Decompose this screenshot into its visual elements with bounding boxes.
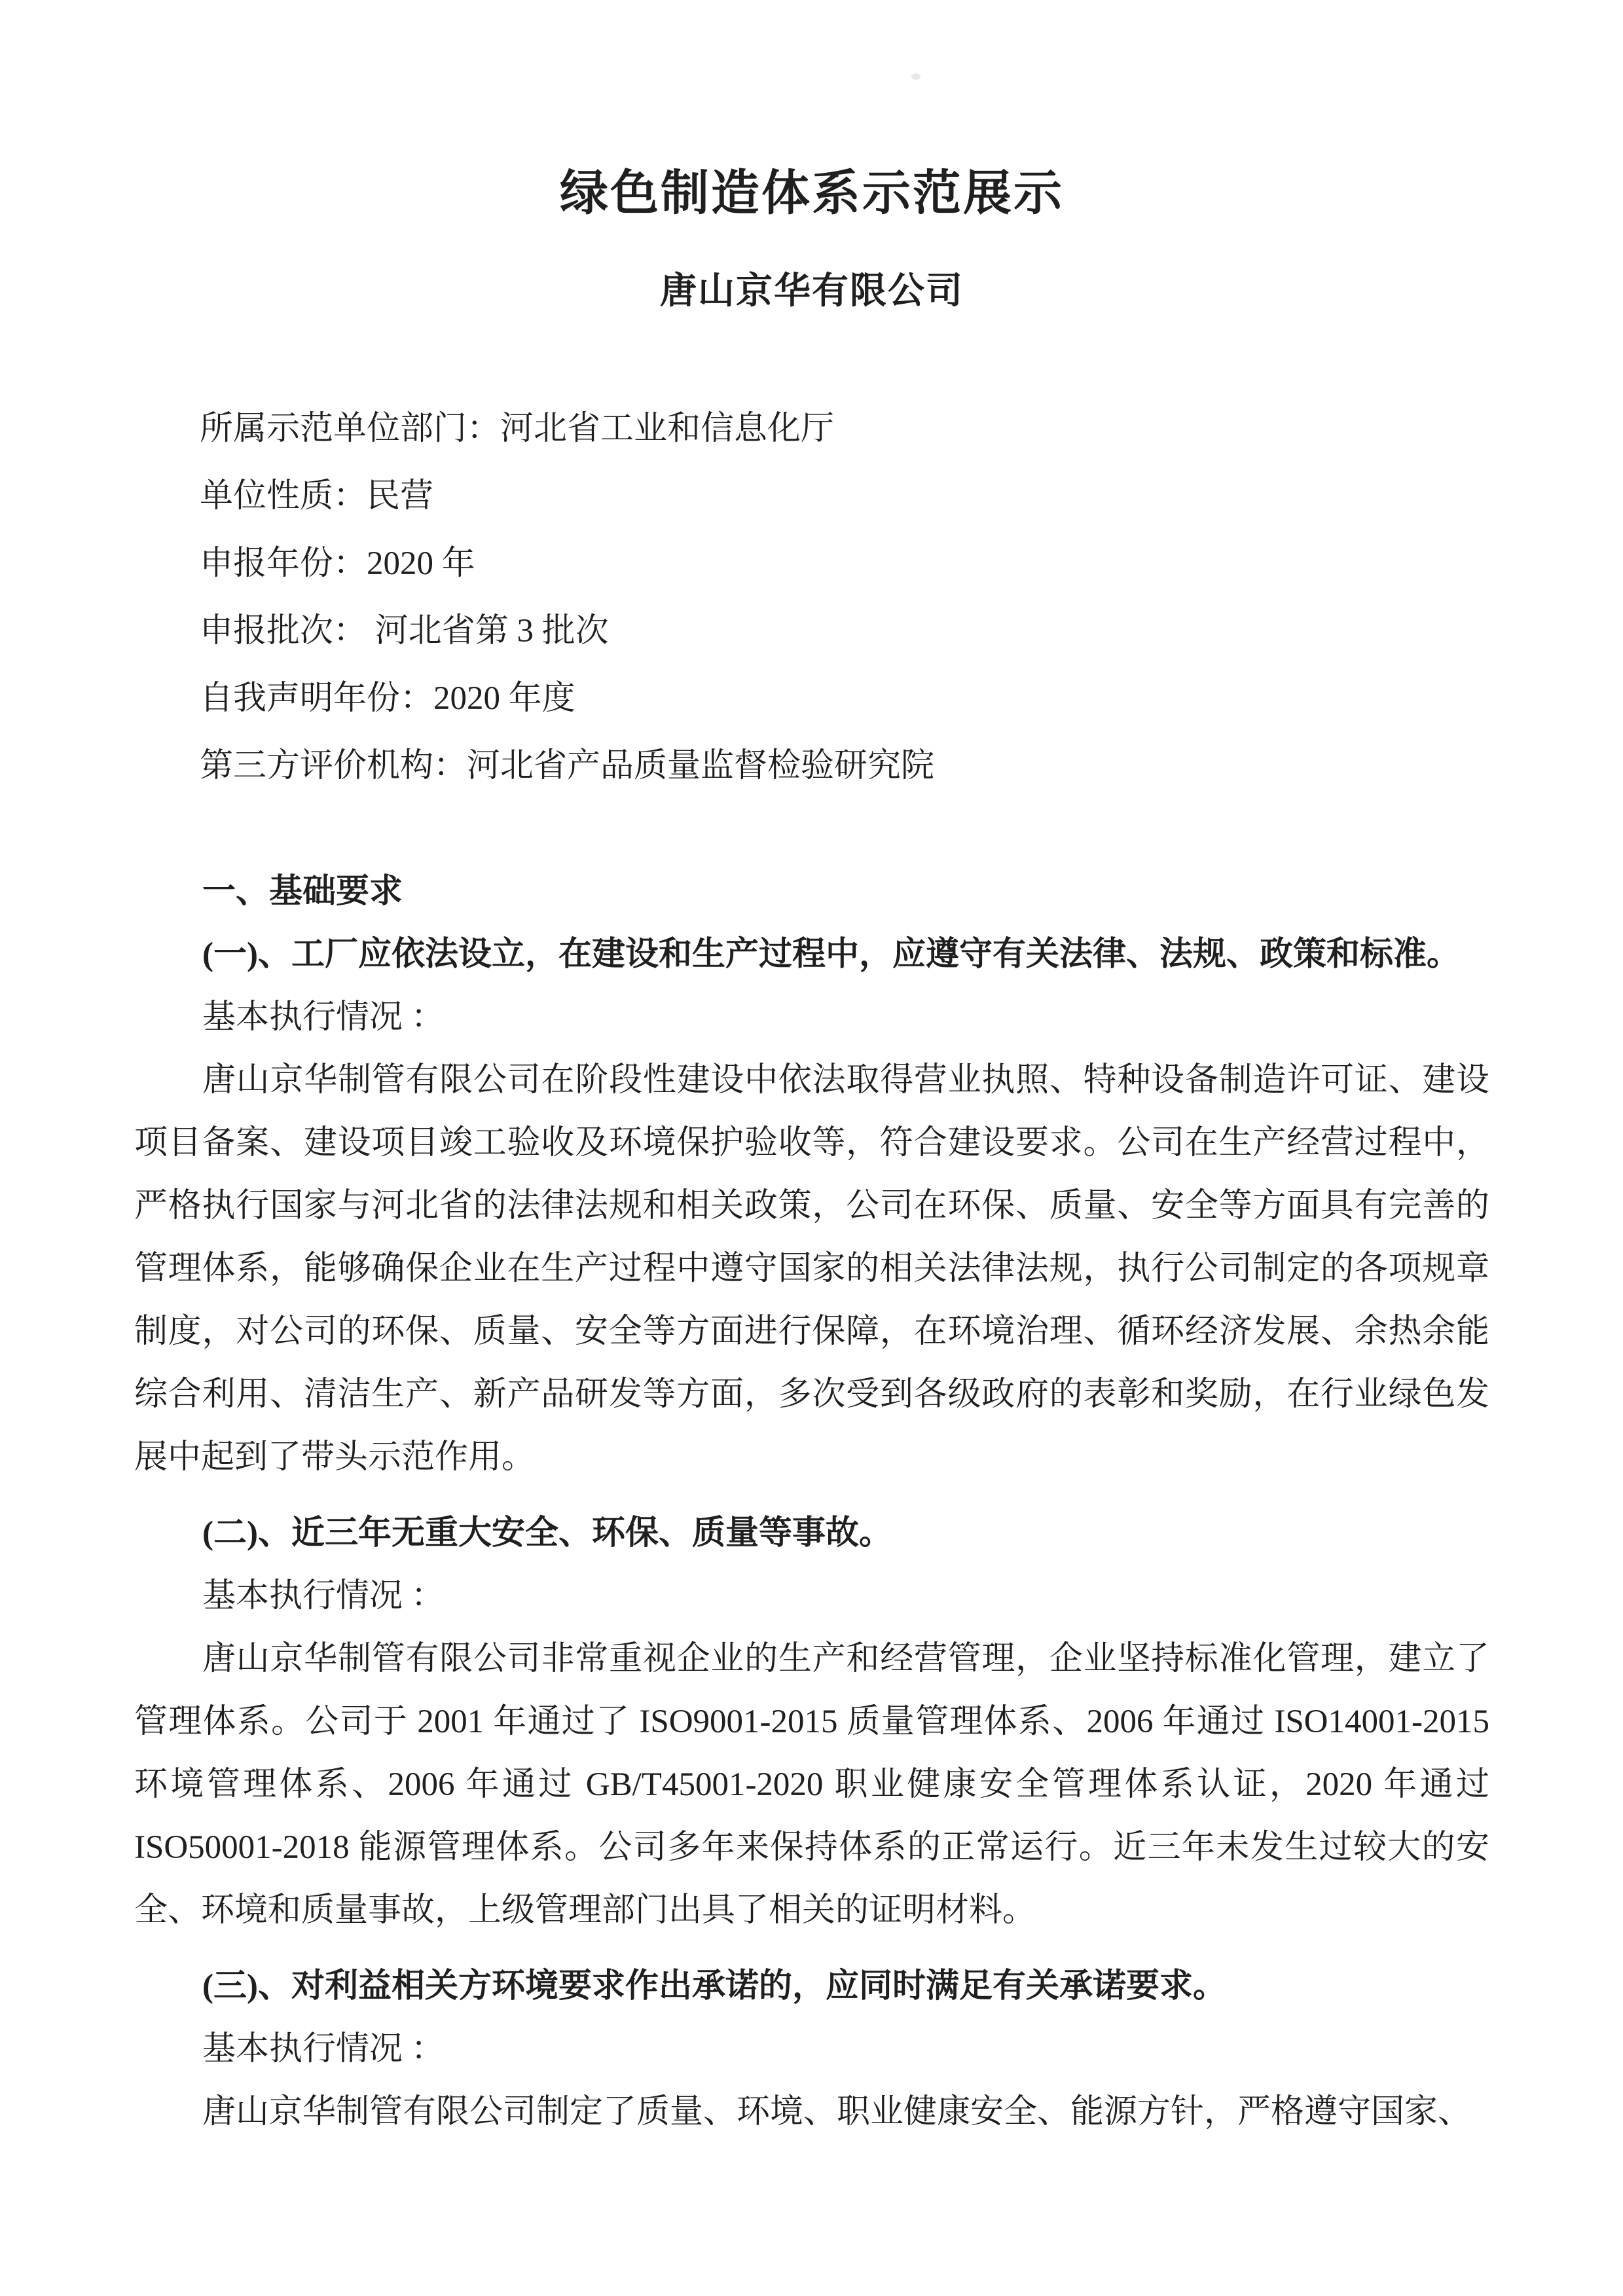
- document-title: 绿色制造体系示范展示: [560, 167, 1064, 221]
- section-heading-basic-requirements: 一、基础要求: [202, 873, 403, 910]
- company-name: 唐山京华有限公司: [660, 271, 964, 312]
- requirement-item-3: [134, 1955, 1489, 2143]
- execution-status-label-3: 基本执行情况 ：: [202, 2031, 445, 2068]
- meta-demonstration-department: 所属示范单位部门：河北省工业和信息化厅: [200, 410, 835, 447]
- requirement-item-1: [134, 923, 1489, 1489]
- requirement-heading-2: (二)、近三年无重大安全、环保、质量等事故。: [202, 1515, 892, 1552]
- meta-application-batch: 申报批次： 河北省第 3 批次: [200, 613, 609, 649]
- document-content: [134, 0, 1489, 2143]
- meta-third-party-evaluator: 第三方评价机构：河北省产品质量监督检验研究院: [200, 748, 935, 784]
- meta-unit-nature: 单位性质：民营: [200, 478, 434, 515]
- requirement-item-2: [134, 1502, 1489, 1942]
- metadata-block: [134, 395, 1489, 800]
- requirement-heading-1: (一)、工厂应依法设立，在建设和生产过程中，应遵守有关法律、法规、政策和标准。: [202, 936, 1460, 973]
- execution-status-label-2: 基本执行情况 ：: [202, 1578, 445, 1614]
- execution-status-body-3: 唐山京华制管有限公司制定了质量、环境、职业健康安全、能源方针，严格遵守国家、: [202, 2094, 1472, 2130]
- requirement-heading-3: (三)、对利益相关方环境要求作出承诺的，应同时满足有关承诺要求。: [202, 1968, 1226, 2005]
- meta-self-declaration-year: 自我声明年份：2020 年度: [200, 680, 575, 717]
- execution-status-label-1: 基本执行情况 ：: [202, 999, 445, 1036]
- execution-status-body-1: 唐山京华制管有限公司在阶段性建设中依法取得营业执照、特种设备制造许可证、建设项目备案、建设项目竣工验收及环境保护验收等，符合建设要求。公司在生产经营过程中，严格执行国家与河北省的法律法规和相关政策，公司在环保、质量、安全等方面具有完善的管理体系，能够确保企业在生产过程中遵守国家的相关法律法规，执行公司制定的各项规章制度，对公司的环保、质量、安全等方面进行保障，在环境治理、循环经济发展、余热余能综合利用、清洁生产、新产品研发等方面，多次受到各级政府的表彰和奖励，在行业绿色发展中起到了带头示范作用。: [134, 1062, 1489, 1476]
- execution-status-body-2: 唐山京华制管有限公司非常重视企业的生产和经营管理，企业坚持标准化管理，建立了管理体系。公司于 2001 年通过了 ISO9001-2015 质量管理体系、2006 年通过 ISO14001-2015 环境管理体系、2006 年通过 GB/T45001-2020 职业健康安全管理体系认证，2020 年通过 ISO50001-2018 能源管理体系。公司多年来保持体系的正常运行。近三年未发生过较大的安全、环境和质量事故，上级管理部门出具了相关的证明材料。: [134, 1641, 1489, 1929]
- meta-application-year: 申报年份：2020 年: [200, 545, 475, 582]
